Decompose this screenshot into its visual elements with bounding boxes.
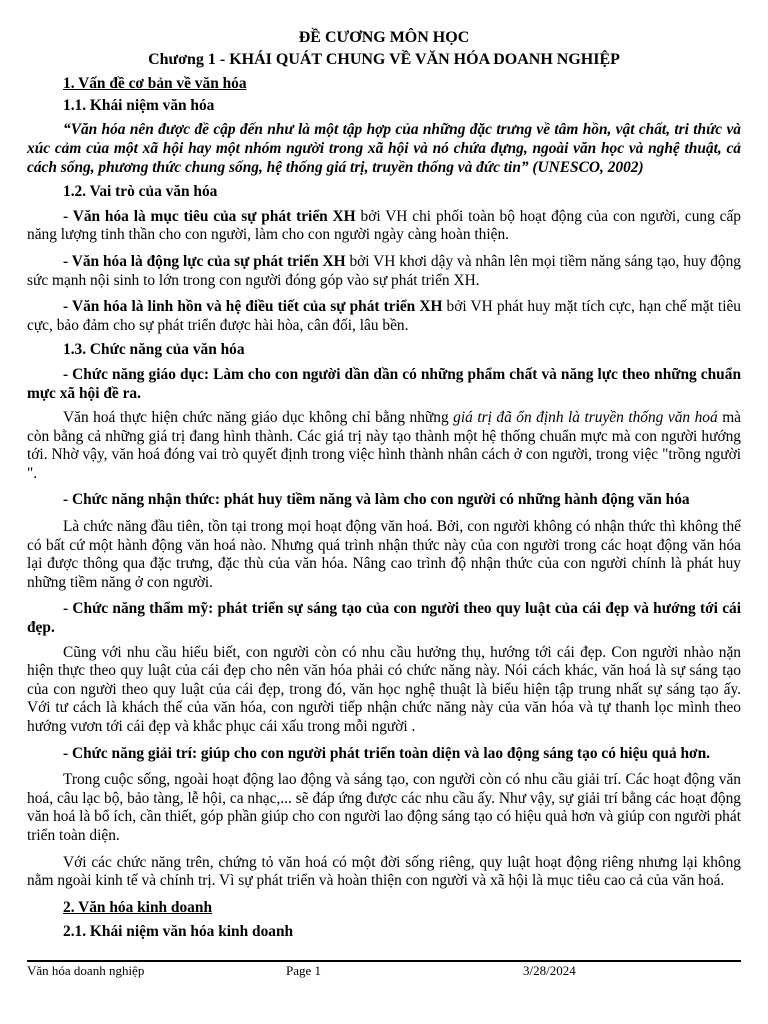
document-body [27, 27, 741, 942]
role-2-text: bởi VH khơi dậy và nhân lên mọi tiềm năng sáng tạo, huy động sức mạnh nội sinh to lớn trong con người đóng góp vào sự phát triển XH. [27, 252, 741, 289]
role-paragraph-2 [27, 253, 741, 290]
footer-document-name: Văn hóa doanh nghiệp [27, 963, 145, 978]
education-text-b: mà còn bằng cả những giá trị đang hình thành. Các giá trị này tạo thành một hệ thống chuẩn mực mà con người hướng tới. Nhờ vậy, văn hoá đóng vai trò quyết định trong việc hình thành nhân cách ở con người, trong việc "trồng người ". [27, 409, 741, 482]
function-education-text [27, 409, 741, 483]
function-cognition-text: Là chức năng đầu tiên, tồn tại trong mọi hoạt động văn hoá. Bởi, con người không có nhận thức thì không thể có bất cứ một hành động văn hoá nào. Nhưng quá trình nhận thức này của con người trong các hoạt động văn hóa lại được thông qua đặc trưng, đặc thù của văn hóa. Nâng cao trình độ nhận thức của con người chính là phát huy những tiềm năng ở con người. [27, 518, 741, 591]
subsection-heading-2-1: 2.1. Khái niệm văn hóa kinh doanh [63, 923, 294, 941]
function-aesthetic-text: Cũng với nhu cầu hiểu biết, con người còn có nhu cầu hưởng thụ, hướng tới cái đẹp. Con người nhào nặn hiện thực theo quy luật của cái đẹp cho nên văn hóa phải có chức năng này. Nói cách khác, văn hoá là sự sáng tạo của con người theo quy luật của cái đẹp, trong đó, văn học nghệ thuật là biểu hiện tập trung nhất sự sáng tạo ấy. Với tư cách là khách thể của văn hóa, con người tiếp nhận chức năng này của văn hóa và tự thanh lọc mình theo hướng vươn tới cái đẹp và khắc phục cái xấu trong mỗi người . [27, 643, 741, 735]
chapter-title: Chương 1 - KHÁI QUÁT CHUNG VỀ VĂN HÓA DOANH NGHIỆP [148, 50, 620, 68]
function-education-lead: - Chức năng giáo dục: Làm cho con người dần dần có những phẩm chất và năng lực theo những chuẩn mực xã hội đề ra. [27, 365, 741, 402]
role-1-lead: - Văn hóa là mục tiêu của sự phát triển XH [63, 207, 356, 225]
role-3-lead: - Văn hóa là linh hồn và hệ điều tiết của sự phát triển XH [63, 298, 443, 316]
subsection-heading-1-2: 1.2. Vai trò của văn hóa [63, 183, 218, 201]
conclusion-paragraph: Với các chức năng trên, chứng tỏ văn hoá có một đời sống riêng, quy luật hoạt động riêng nhưng lại không nằm ngoài kinh tế và chính trị. Vì sự phát triển và hoàn thiện con người và xã hội là mục tiêu cao cả của văn hoá. [27, 853, 741, 890]
role-paragraph-3 [27, 298, 741, 335]
role-paragraph-1 [27, 208, 741, 245]
function-cognition-heading [27, 491, 741, 510]
subsection-heading-1-3: 1.3. Chức năng của văn hóa [63, 341, 245, 359]
role-3-text: bởi VH phát huy mặt tích cực, hạn chế mặt tiêu cực, bảo đảm cho sự phát triển được hài hòa, cân đối, lâu bền. [27, 298, 741, 334]
document-title: ĐỀ CƯƠNG MÔN HỌC [298, 29, 470, 46]
role-1-text: bởi VH chi phối toàn bộ hoạt động của con người, cung cấp năng lượng tinh thần cho con người, làm cho con người ngày càng hoàn thiện. [27, 207, 742, 244]
function-entertainment-lead: - Chức năng giải trí: giúp cho con người phát triển toàn diện và lao động sáng tạo có hiệu quả hơn. [63, 744, 710, 762]
unesco-quote: “Văn hóa nên được đề cập đến như là một tập hợp của những đặc trưng về tâm hồn, vật chất, tri thức và xúc cảm của một xã hội hay một nhóm người trong xã hội và nó chứa đựng, ngoài văn học và nghệ thuật, cả cách sống, phương thức chung sống, hệ thống giá trị, truyền thống và đức tin” (UNESCO, 2002) [27, 121, 741, 176]
section-heading-1: 1. Vấn đề cơ bản về văn hóa [63, 75, 247, 93]
role-2-lead: - Văn hóa là động lực của sự phát triển XH [63, 252, 346, 270]
footer-date: 3/28/2024 [523, 963, 576, 978]
section-heading-2: 2. Văn hóa kinh doanh [63, 898, 212, 916]
education-text-italic: giá trị đã ổn định là truyền thống văn hoá [453, 409, 718, 427]
subsection-heading-1-1: 1.1. Khái niệm văn hóa [63, 96, 215, 114]
footer-page-number: Page 1 [286, 963, 322, 978]
function-aesthetic-heading [27, 600, 741, 637]
function-entertainment-text: Trong cuộc sống, ngoài hoạt động lao động và sáng tạo, con người còn có nhu cầu giải trí. Các hoạt động văn hoá, câu lạc bộ, bảo tàng, lễ hội, ca nhạc,... sẽ đáp ứng được các nhu cầu ấy. Như vậy, sự giải trí bằng các hoạt động văn hoá là bổ ích, cần thiết, góp phần giúp cho con người lao động sáng tạo có hiệu quả hơn và giúp con người phát triển toàn diện. [27, 771, 741, 844]
education-text-a: Văn hoá thực hiện chức năng giáo dục không chỉ bằng những [63, 409, 454, 427]
function-education-heading [27, 366, 741, 403]
function-cognition-lead: - Chức năng nhận thức: phát huy tiềm năng và làm cho con người có những hành động văn hóa [63, 491, 690, 509]
function-entertainment-heading [27, 745, 741, 764]
function-aesthetic-lead: - Chức năng thẩm mỹ: phát triển sự sáng tạo của con người theo quy luật của cái đẹp và hướng tới cái đẹp. [27, 600, 741, 637]
footer-divider [27, 960, 741, 962]
